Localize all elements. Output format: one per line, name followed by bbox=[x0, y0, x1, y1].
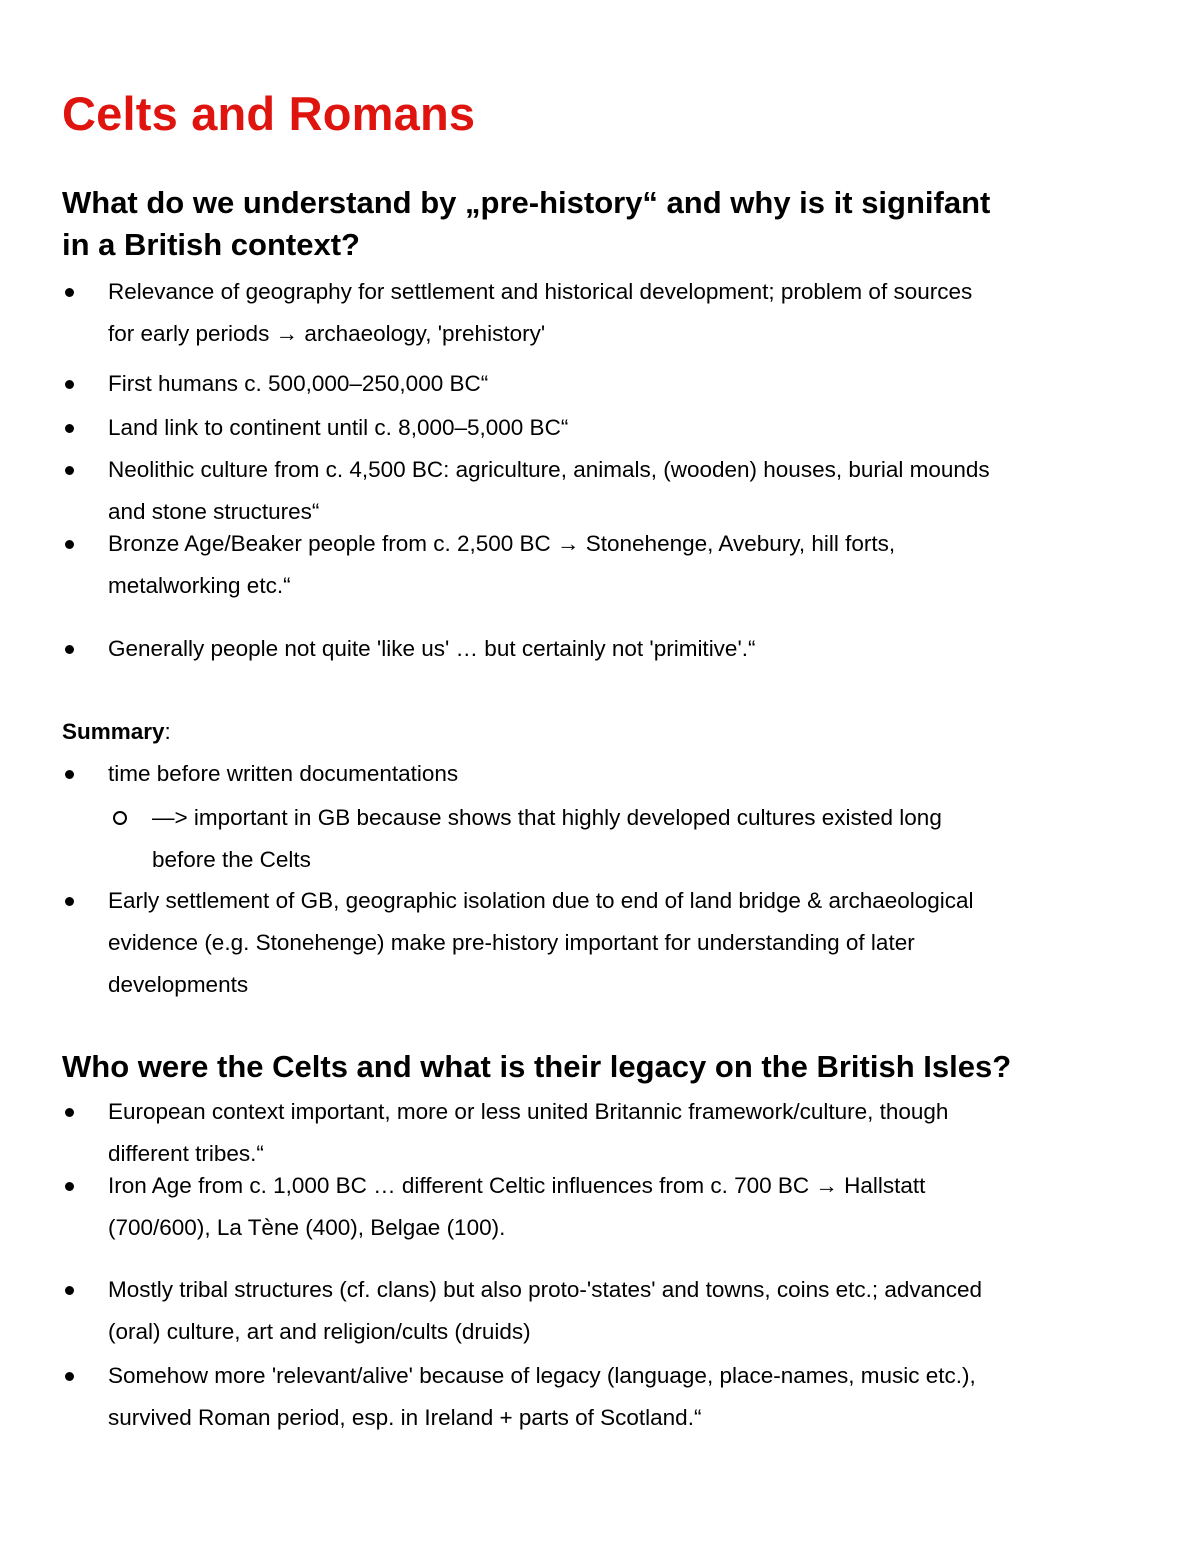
list-item-text: First humans c. 500,000–250,000 BC“ bbox=[108, 371, 489, 396]
hollow-bullet-icon bbox=[113, 811, 127, 825]
list-item-text: time before written documentations bbox=[108, 761, 459, 786]
section1-heading-line1: What do we understand by „pre-history“ and why is it signifant bbox=[62, 185, 991, 220]
list-item-text: metalworking etc.“ bbox=[108, 573, 291, 598]
list-item-text: Mostly tribal structures (cf. clans) but also proto-'states' and towns, coins etc.; advanced bbox=[108, 1277, 982, 1302]
bullet-icon bbox=[65, 424, 74, 433]
list-item-text: developments bbox=[108, 972, 249, 997]
bullet-icon bbox=[65, 645, 74, 654]
section2-heading: Who were the Celts and what is their legacy on the British Isles? bbox=[62, 1049, 1012, 1084]
bullet-icon bbox=[65, 466, 74, 475]
list-item-text: Generally people not quite 'like us' … but certainly not 'primitive'.“ bbox=[108, 636, 756, 661]
list-item-text: and stone structures“ bbox=[108, 499, 320, 524]
list-item-text: (oral) culture, art and religion/cults (druids) bbox=[108, 1319, 531, 1344]
bullet-icon bbox=[65, 288, 74, 297]
summary-label bbox=[62, 711, 171, 753]
sub-list-item-text: before the Celts bbox=[152, 847, 311, 872]
bullet-icon bbox=[65, 1108, 74, 1117]
list-item-text: survived Roman period, esp. in Ireland + parts of Scotland.“ bbox=[108, 1405, 702, 1430]
bullet-icon bbox=[65, 380, 74, 389]
bullet-icon bbox=[65, 1372, 74, 1381]
summary-colon: : bbox=[164, 719, 171, 744]
list-item-text: Iron Age from c. 1,000 BC … different Celtic influences from c. 700 BC → Hallstatt bbox=[108, 1173, 926, 1198]
list-item-text: for early periods → archaeology, 'prehistory' bbox=[108, 321, 546, 346]
list-item-text: Land link to continent until c. 8,000–5,000 BC“ bbox=[108, 415, 569, 440]
sub-list-item-text: —> important in GB because shows that highly developed cultures existed long bbox=[152, 805, 942, 830]
section1-heading-line2: in a British context? bbox=[62, 227, 360, 262]
list-item-text: Early settlement of GB, geographic isolation due to end of land bridge & archaeological bbox=[108, 888, 974, 913]
summary-label-text: Summary bbox=[62, 719, 165, 744]
bullet-icon bbox=[65, 897, 74, 906]
bullet-icon bbox=[65, 540, 74, 549]
list-item-text: evidence (e.g. Stonehenge) make pre-history important for understanding of later bbox=[108, 930, 915, 955]
list-item-text: Relevance of geography for settlement and historical development; problem of sources bbox=[108, 279, 973, 304]
list-item-text: Neolithic culture from c. 4,500 BC: agriculture, animals, (wooden) houses, burial mounds bbox=[108, 457, 990, 482]
list-item-text: Bronze Age/Beaker people from c. 2,500 BC → Stonehenge, Avebury, hill forts, bbox=[108, 531, 896, 556]
bullet-icon bbox=[65, 1182, 74, 1191]
list-item-text: (700/600), La Tène (400), Belgae (100). bbox=[108, 1215, 506, 1240]
bullet-icon bbox=[65, 770, 74, 779]
document-title: Celts and Romans bbox=[62, 87, 476, 140]
section1-heading bbox=[62, 182, 1142, 266]
list-item-text: different tribes.“ bbox=[108, 1141, 264, 1166]
bullet-icon bbox=[65, 1286, 74, 1295]
list-item-text: Somehow more 'relevant/alive' because of legacy (language, place-names, music etc.), bbox=[108, 1363, 976, 1388]
list-item-text: European context important, more or less united Britannic framework/culture, though bbox=[108, 1099, 949, 1124]
